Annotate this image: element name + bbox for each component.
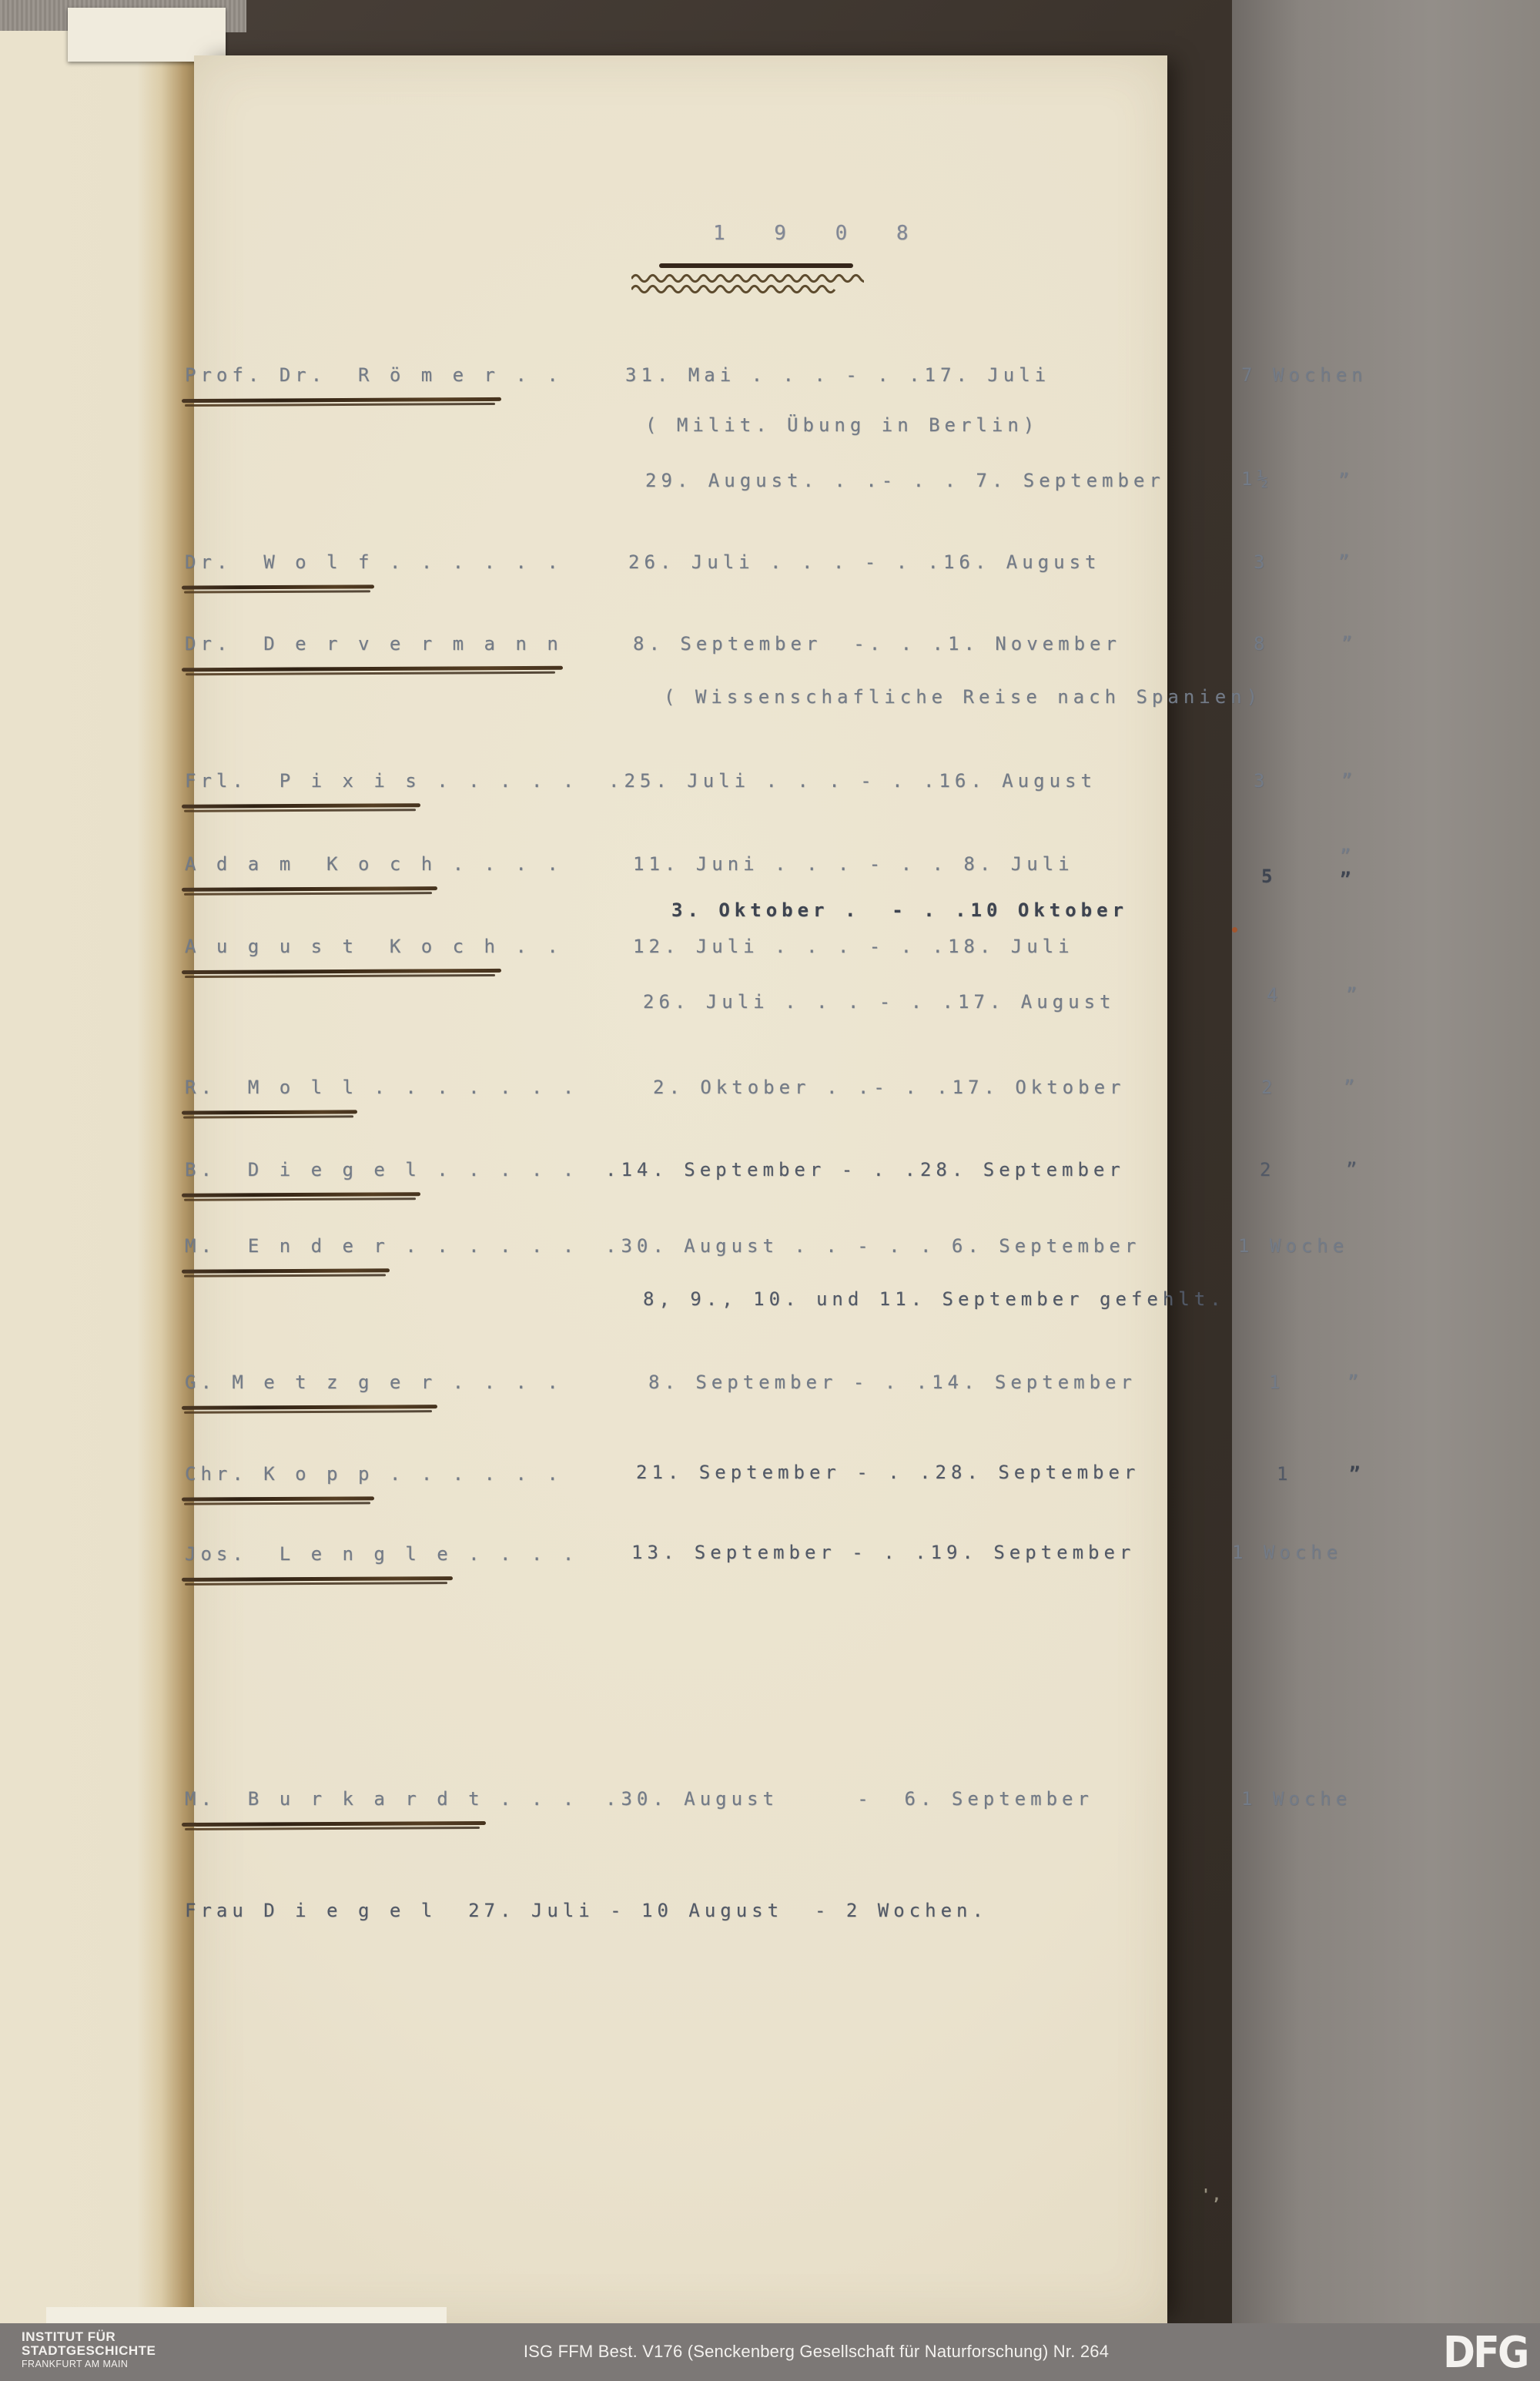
institute-name-line3: FRANKFURT AM MAIN bbox=[22, 2359, 129, 2370]
folder-sheet-left bbox=[0, 31, 202, 2323]
typed-line: ” bbox=[1340, 846, 1356, 867]
typed-line: 3. Oktober . - . .10 Oktober bbox=[671, 899, 1129, 921]
typed-line: ” bbox=[1348, 1371, 1364, 1393]
typed-line: 4 bbox=[1267, 984, 1283, 1006]
footer-bar bbox=[0, 2323, 1540, 2381]
typed-line: Dr. W o l f . . . . . . bbox=[185, 551, 563, 573]
typed-line: Frau D i e g e l 27. Juli - 10 August - 2 Wochen. bbox=[185, 1900, 988, 1921]
typed-line: Chr. K o p p . . . . . . bbox=[185, 1463, 563, 1485]
typed-line: 29. August. . .- . . 7. September bbox=[645, 470, 1165, 491]
typed-line: A d a m K o c h . . . . bbox=[185, 853, 563, 875]
typed-line: ” bbox=[1344, 1077, 1360, 1098]
typed-line: 1 Woche bbox=[1238, 1235, 1349, 1257]
typed-line: Jos. L e n g l e . . . . bbox=[185, 1543, 579, 1565]
ink-dot bbox=[1232, 927, 1237, 933]
backdrop-gray bbox=[1232, 0, 1540, 2323]
typed-line: R. M o l l . . . . . . . bbox=[185, 1077, 579, 1098]
typed-line: ” bbox=[1341, 770, 1358, 792]
typed-line: 13. September - . .19. September bbox=[631, 1542, 1136, 1563]
typed-line: .14. September - . .28. September bbox=[605, 1159, 1125, 1180]
typed-line: ” bbox=[1338, 551, 1354, 573]
typed-line: 3 bbox=[1254, 770, 1270, 792]
dfg-logo: DFG bbox=[1443, 2328, 1528, 2378]
typed-line: 1 bbox=[1277, 1463, 1293, 1485]
ink-rule bbox=[659, 263, 853, 268]
typed-line: 1 Woche bbox=[1232, 1542, 1343, 1563]
typed-line: 31. Mai . . . - . .17. Juli bbox=[625, 364, 1051, 386]
typed-line: 1 bbox=[1269, 1371, 1285, 1393]
typed-line: 8. September - . .14. September bbox=[648, 1371, 1137, 1393]
typed-line: ” bbox=[1338, 470, 1354, 491]
typed-line: 3 bbox=[1254, 551, 1270, 573]
ink-squiggle bbox=[631, 271, 864, 297]
typed-line: B. D i e g e l . . . . . bbox=[185, 1159, 579, 1180]
typed-line: 1 9 0 8 bbox=[713, 222, 927, 245]
typed-line: 12. Juli . . . - . .18. Juli bbox=[633, 936, 1074, 957]
typed-line: 26. Juli . . . - . .17. August bbox=[643, 991, 1116, 1013]
typed-line: 11. Juni . . . - . . 8. Juli bbox=[633, 853, 1074, 875]
typed-line: 26. Juli . . . - . .16. August bbox=[628, 551, 1101, 573]
typed-line: ” bbox=[1346, 1159, 1362, 1180]
paper-tab-top bbox=[68, 8, 226, 62]
institute-name-line2: STADTGESCHICHTE bbox=[22, 2343, 156, 2359]
typed-line: ” bbox=[1340, 869, 1356, 890]
typed-line: 8 bbox=[1254, 633, 1270, 655]
typed-line: 8, 9., 10. und 11. September gefehlt. bbox=[643, 1288, 1226, 1310]
typed-line: 2 bbox=[1260, 1159, 1276, 1180]
typed-line: ” bbox=[1346, 984, 1362, 1006]
typed-line: 5 bbox=[1261, 866, 1277, 887]
typed-line: 1½ bbox=[1241, 468, 1273, 490]
paper-page bbox=[194, 55, 1167, 2323]
paper-sliver-bottom bbox=[46, 2307, 447, 2323]
typed-line: M. E n d e r . . . . . . bbox=[185, 1235, 579, 1257]
typed-line: 1 Woche bbox=[1241, 1788, 1352, 1810]
typed-line: G. M e t z g e r . . . . bbox=[185, 1371, 563, 1393]
typed-line: ( Wissenschafliche Reise nach Spanien) bbox=[664, 686, 1263, 708]
typed-line: ” bbox=[1349, 1463, 1365, 1485]
typed-line: ” bbox=[1341, 633, 1358, 655]
typed-line: Frl. P i x i s . . . . . bbox=[185, 770, 579, 792]
typed-line: Prof. Dr. R ö m e r . . bbox=[185, 364, 563, 386]
typed-line: Dr. D e r v e r m a n n bbox=[185, 633, 563, 655]
typed-line: 7 Wochen bbox=[1241, 364, 1368, 386]
typed-line: 8. September -. . .1. November bbox=[633, 633, 1121, 655]
typed-line: 2 bbox=[1261, 1077, 1277, 1098]
typed-line: ( Milit. Übung in Berlin) bbox=[645, 414, 1040, 436]
typed-line: A u g u s t K o c h . . bbox=[185, 936, 563, 957]
typed-line: .30. August - 6. September bbox=[605, 1788, 1093, 1810]
typed-line: 2. Oktober . .- . .17. Oktober bbox=[653, 1077, 1126, 1098]
typed-line: M. B u r k a r d t . . . bbox=[185, 1788, 579, 1810]
institute-name-line1: INSTITUT FÜR bbox=[22, 2329, 116, 2344]
archive-caption: ISG FFM Best. V176 (Senckenberg Gesellschaft für Naturforschung) Nr. 264 bbox=[523, 2342, 1110, 2361]
typed-line: .30. August . . - . . 6. September bbox=[605, 1235, 1141, 1257]
typed-line: ', bbox=[1201, 2185, 1224, 2204]
typed-line: .25. Juli . . . - . .16. August bbox=[608, 770, 1096, 792]
typed-line: 21. September - . .28. September bbox=[636, 1462, 1140, 1483]
